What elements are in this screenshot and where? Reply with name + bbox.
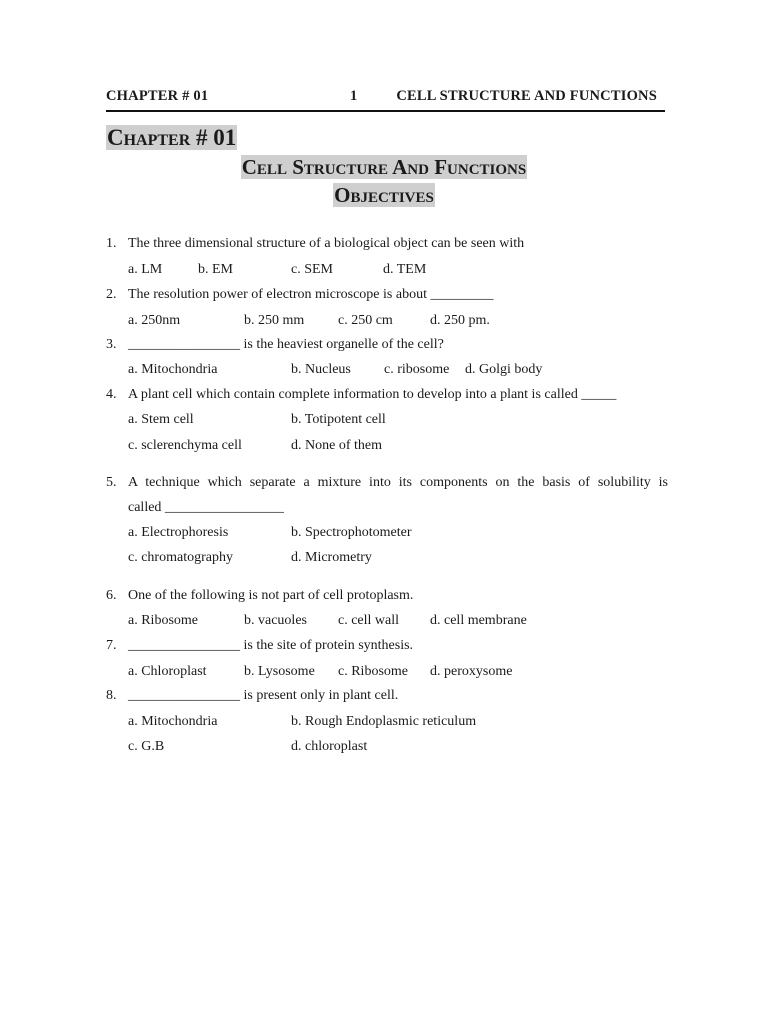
section-heading xyxy=(0,183,768,207)
chapter-label: Chapter # 01 xyxy=(107,125,237,150)
option-b: b. Spectrophotometer xyxy=(291,525,412,540)
question-text: The three dimensional structure of a biological object can be seen with xyxy=(128,236,525,251)
question-text: The resolution power of electron microscope is about _________ xyxy=(128,287,494,302)
objectives-text: Objectives xyxy=(334,183,434,207)
question-number: 2. xyxy=(106,287,117,302)
option-c: c. SEM xyxy=(291,262,333,277)
chapter-heading xyxy=(106,125,237,151)
page-title xyxy=(0,155,768,179)
question-number: 6. xyxy=(106,588,117,603)
option-b: b. EM xyxy=(198,262,233,277)
option-a: a. Chloroplast xyxy=(128,664,207,679)
option-b: b. Lysosome xyxy=(244,664,315,679)
option-d: d. 250 pm. xyxy=(430,313,490,328)
option-c: c. sclerenchyma cell xyxy=(128,438,242,453)
option-a: a. Mitochondria xyxy=(128,714,218,729)
running-header xyxy=(106,86,665,112)
option-a: a. Mitochondria xyxy=(128,362,218,377)
option-c: c. G.B xyxy=(128,739,165,754)
question-text: One of the following is not part of cell protoplasm. xyxy=(128,588,414,603)
option-a: a. LM xyxy=(128,262,163,277)
question-text: ________________ is present only in plant cell. xyxy=(128,688,399,703)
option-c: c. ribosome xyxy=(384,362,450,377)
option-c: c. Ribosome xyxy=(338,664,408,679)
option-c: c. 250 cm xyxy=(338,313,393,328)
question-number: 7. xyxy=(106,638,117,653)
question-text: ________________ is the site of protein synthesis. xyxy=(128,638,414,653)
option-b: b. 250 mm xyxy=(244,313,305,328)
option-c: c. chromatography xyxy=(128,550,233,565)
question-number: 5. xyxy=(106,475,117,490)
question-text: A technique which separate a mixture into its components on the basis of solubility is xyxy=(128,475,668,490)
option-a: a. Stem cell xyxy=(128,412,194,427)
header-chapter: CHAPTER # 01 xyxy=(106,88,209,104)
option-c: c. cell wall xyxy=(338,613,400,628)
page-number: 1 xyxy=(350,88,358,104)
option-b: b. Totipotent cell xyxy=(291,412,386,427)
question-number: 3. xyxy=(106,337,117,352)
question-number: 1. xyxy=(106,236,117,251)
question-number: 4. xyxy=(106,387,117,402)
question-text: ________________ is the heaviest organelle of the cell? xyxy=(128,337,444,352)
question-text-continued: called _________________ xyxy=(128,500,284,515)
option-b: b. Nucleus xyxy=(291,362,351,377)
option-d: d. chloroplast xyxy=(291,739,368,754)
option-b: b. vacuoles xyxy=(244,613,307,628)
option-d: d. TEM xyxy=(383,262,427,277)
option-d: d. None of them xyxy=(291,438,382,453)
option-d: d. cell membrane xyxy=(430,613,527,628)
title-text: Cell Structure And Functions xyxy=(241,155,527,179)
option-d: d. Golgi body xyxy=(465,362,543,377)
option-d: d. peroxysome xyxy=(430,664,513,679)
header-title: CELL STRUCTURE AND FUNCTIONS xyxy=(396,88,657,104)
option-a: a. Electrophoresis xyxy=(128,525,229,540)
option-d: d. Micrometry xyxy=(291,550,372,565)
option-b: b. Rough Endoplasmic reticulum xyxy=(291,714,477,729)
question-number: 8. xyxy=(106,688,117,703)
option-a: a. Ribosome xyxy=(128,613,198,628)
question-text: A plant cell which contain complete information to develop into a plant is called _____ xyxy=(128,387,617,402)
option-a: a. 250nm xyxy=(128,313,181,328)
